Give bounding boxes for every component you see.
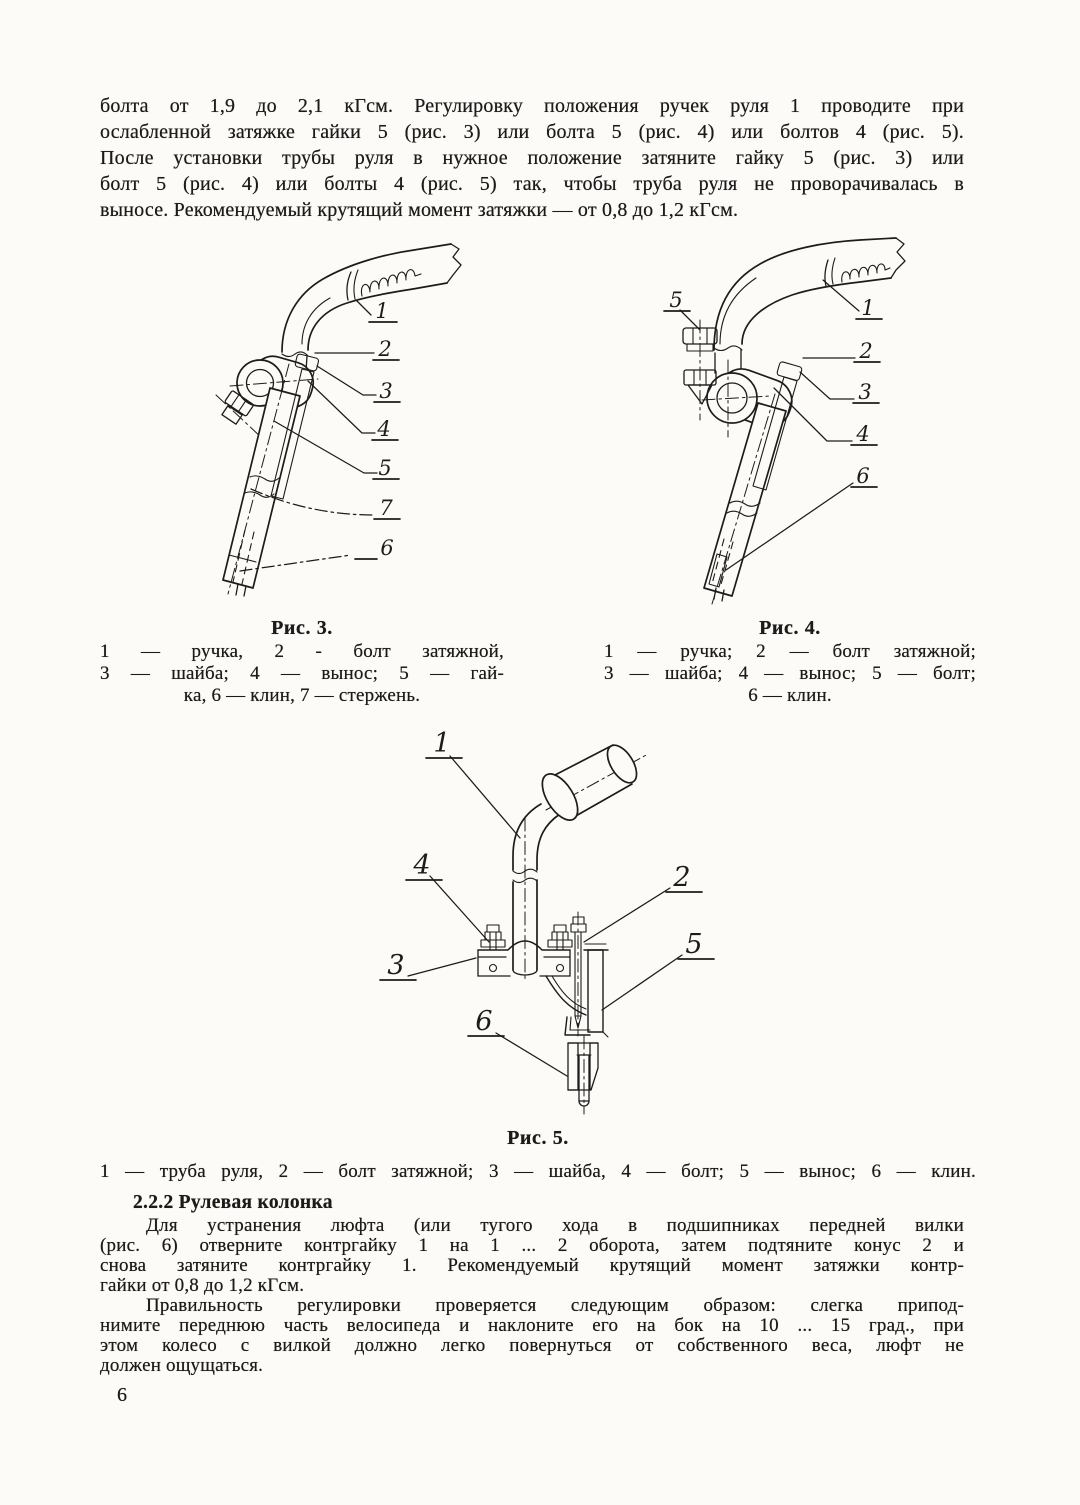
page-number: 6 (117, 1384, 128, 1406)
fig3-callouts (375, 299, 393, 560)
figure-4-caption (604, 615, 976, 707)
clamp-bolt-right (548, 925, 572, 972)
intro-line: После установки трубы руля в нужное положение затяните гайку 5 (рис. 3) или (100, 147, 964, 169)
figure-4-title: Рис. 4. (759, 617, 821, 639)
handlebar (282, 244, 461, 373)
tube-break (282, 352, 308, 357)
ragged-tube-end (447, 244, 461, 283)
callout-number: 5 (378, 456, 392, 480)
caption-line: 1 — ручка; 2 — болт затяжной; (604, 641, 976, 662)
callout-number: 2 (859, 339, 873, 363)
body-line: должен ощущаться. (100, 1355, 264, 1376)
caption-line: ка, 6 — клин, 7 — стержень. (183, 685, 421, 706)
callout-number: 5 (669, 288, 683, 312)
callout-number: 6 (380, 536, 394, 560)
callout-number: 7 (379, 496, 393, 520)
callout-number: 2 (673, 862, 691, 893)
callout-number: 4 (413, 850, 431, 881)
fig5-callouts (387, 728, 702, 1037)
intro-line: выносе. Рекомендуемый крутящий момент затяжки — от 0,8 до 1,2 кГсм. (100, 199, 739, 221)
handlebar (714, 238, 905, 373)
body-line: гайки от 0,8 до 1,2 кГсм. (100, 1275, 305, 1296)
callout-number: 6 (856, 464, 870, 488)
figure-3-drawing (150, 232, 600, 612)
clamp-bolt-long (571, 912, 586, 1036)
figure-3-title: Рис. 3. (271, 617, 333, 639)
body-line: снова затяните контргайку 1. Рекомендуемый крутящий момент затяжки контр- (100, 1255, 964, 1276)
ragged-tube-end (891, 238, 905, 278)
section-heading: 2.2.2 Рулевая колонка (133, 1192, 333, 1213)
intro-line: ослабленной затяжке гайки 5 (рис. 3) или болта 5 (рис. 4) или болтов 4 (рис. 5). (100, 121, 964, 143)
caption-line: 6 — клин. (748, 685, 832, 706)
clamp-bolt-left (481, 925, 505, 972)
figure-4-drawing (620, 232, 1020, 612)
figure-5-title: Рис. 5. (507, 1127, 569, 1149)
callout-number: 1 (375, 299, 389, 323)
callout-number: 1 (861, 296, 875, 320)
grip-ferrule (535, 768, 585, 826)
callout-number: 4 (856, 422, 870, 446)
caption-line: 3 — шайба; 4 — вынос; 5 — болт; (604, 663, 976, 684)
body-line: этом колесо с вилкой должно легко повернуться от собственного веса, люфт не (100, 1335, 964, 1356)
callout-number: 4 (377, 417, 391, 441)
callout-number: 3 (858, 380, 872, 404)
body-line: (рис. 6) отверните контргайку 1 на 1 ... 2 оборота, затем подтяните конус 2 и (100, 1235, 964, 1256)
body-line: Правильность регулировки проверяется следующим образом: слегка припод- (146, 1295, 964, 1316)
caption-line: 1 — ручка, 2 - болт затяжной, (100, 641, 504, 662)
callout-number: 3 (387, 950, 405, 981)
callout-number: 1 (433, 728, 451, 759)
figure-5-legend: 1 — труба руля, 2 — болт затяжной; 3 — шайба, 4 — болт; 5 — вынос; 6 — клин. (100, 1161, 976, 1182)
callout-number: 6 (475, 1006, 493, 1037)
intro-paragraph (100, 93, 964, 223)
body-line: Для устранения люфта (или тугого хода в подшипниках передней вилки (146, 1215, 964, 1236)
wedge-assembly (568, 1036, 598, 1114)
caption-line: 3 — шайба; 4 — вынос; 5 — гай- (100, 663, 504, 684)
callout-number: 3 (379, 379, 393, 403)
callout-number: 2 (378, 337, 392, 361)
figure-5-drawing (350, 718, 750, 1118)
figure-3-caption (100, 615, 504, 707)
fig5-leaders (380, 756, 714, 1076)
intro-line: болта от 1,9 до 2,1 кГсм. Регулировку положения ручек руля 1 проводите при (100, 95, 964, 117)
bolt-head (776, 361, 802, 381)
intro-line: болт 5 (рис. 4) или болты 4 (рис. 5) так, чтобы труба руля не проворачивалась в (100, 173, 964, 195)
callout-number: 5 (685, 929, 703, 960)
body-line: нимите переднюю часть велосипеда и наклоните его на бок на 10 ... 15 град., при (100, 1315, 964, 1336)
section-body (100, 1216, 964, 1376)
